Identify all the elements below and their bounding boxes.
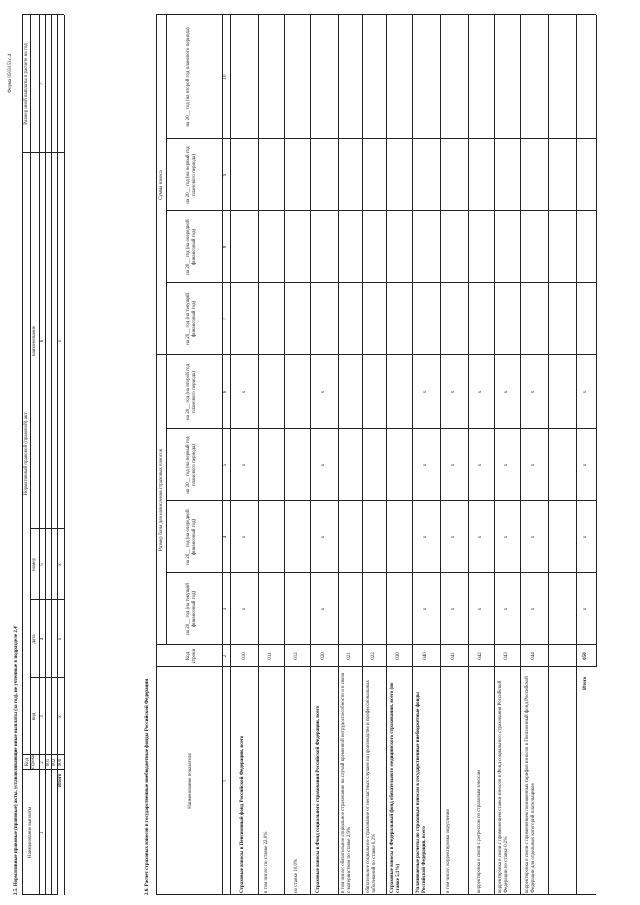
table-cell: х: [242, 535, 247, 539]
s26-header-name: Наименование показателя: [188, 753, 193, 809]
s26-colnum: 7: [223, 317, 228, 321]
table-cell: х: [451, 607, 456, 611]
table-cell: х: [321, 463, 326, 467]
table-cell: х: [531, 463, 536, 467]
table-row-code: 040: [423, 652, 428, 660]
s26-header-p4: на 20__ год (на второй год планового периода): [186, 27, 191, 127]
s26-total-code: 050: [583, 652, 588, 660]
table-row-code: 001: [46, 758, 51, 767]
table-row-name: в том числе: корректировка округления: [446, 809, 451, 893]
s26-total-label: Итого: [583, 676, 588, 690]
table-row-name: в том числе: по ставке 22,0%: [264, 831, 269, 893]
table-cell: х: [478, 607, 483, 611]
table-row-code: 011: [268, 652, 273, 660]
table-row-name: обязательное социальное страхование от несчастных случаев на производстве и профессиональных заболеваний по ставке 0,2%: [366, 680, 377, 893]
table-row-name: по ставке 10,0%: [294, 858, 299, 893]
table-cell: х: [242, 607, 247, 611]
table-row-name: Страховые взносы в Федеральный фонд обязательного медицинского страхования, всего (по ставке 5,1%): [390, 682, 401, 893]
s25-colnum: 1: [40, 831, 45, 834]
table-cell: х: [531, 390, 536, 394]
s25-total-cell: х: [58, 563, 63, 566]
s25-colnum: 2: [40, 761, 45, 764]
s25-header-name: Наименование выплаты: [28, 807, 33, 858]
s26-colnum: 1: [223, 779, 228, 783]
s25-total-cell: х: [58, 715, 63, 718]
s26-colnum: 2: [223, 654, 228, 658]
table-cell: х: [321, 607, 326, 611]
s26-header-base: Размер базы для начисления страховых взносов: [159, 449, 164, 551]
table-cell: х: [478, 463, 483, 467]
table-row-name: корректировка в связи с применением пониженных тарифов взносов в Пенсионный фонд Российской Федерации для отдельных категорий плательщиков: [525, 676, 536, 893]
s25-header-code: Код строки: [25, 754, 36, 769]
s25-colnum: 3: [40, 715, 45, 718]
s25-total-code: 900: [58, 758, 63, 767]
s26-total-cell: х: [583, 535, 588, 539]
s26-colnum: 4: [223, 535, 228, 539]
table-row-code: 044: [531, 652, 536, 660]
s26-total-cell: х: [583, 463, 588, 467]
table-row-code: 010: [242, 652, 247, 660]
s25-header-data: дата: [32, 634, 37, 644]
s25-colnum: 6: [40, 339, 45, 343]
s26-header-sum: Сумма взноса: [159, 170, 164, 200]
table-cell: х: [423, 535, 428, 539]
s26-header-p4: на 20__ год (на второй год планового периода): [186, 364, 197, 420]
s26-total-cell: х: [583, 390, 588, 394]
table-cell: х: [478, 390, 483, 394]
table-cell: х: [504, 607, 509, 611]
section26-title: 2.6. Расчет страховых взносов в государственные внебюджетные фонды Российской Федерации: [145, 678, 150, 895]
table-cell: х: [423, 607, 428, 611]
s26-header-code: Код строки: [186, 648, 197, 664]
table-row-code: 042: [478, 652, 483, 660]
s26-colnum: 3: [223, 607, 228, 611]
s26-colnum: 10: [223, 74, 228, 80]
table-cell: х: [504, 390, 509, 394]
s25-colnum: 7: [40, 82, 45, 86]
s25-header-vid: вид: [32, 712, 37, 721]
table-row-name: в том числе: обязательное социальное страхование на случай временной нетрудоспособности и в связи с материнством по ставке 2,9%: [341, 672, 352, 893]
table-cell: х: [321, 535, 326, 539]
s25-total-label: Итого: [58, 773, 63, 787]
table-cell: х: [451, 535, 456, 539]
table-row-name: корректировка в связи с применением ставки взносов в Фонд социального страхования Российской Федерации по ставке 0,2%: [498, 680, 509, 893]
table-row-name: корректировка в связи с регрессом по страховым взносам: [477, 770, 482, 893]
form-code: Форма 0503151с.4: [8, 54, 13, 93]
s25-total-cell: х: [58, 339, 63, 343]
table-row-code: 043: [504, 652, 509, 660]
table-cell: х: [531, 535, 536, 539]
s25-header-naimenovanie: наименование: [32, 325, 37, 357]
s25-header-npa: Нормативный правовой (правовой) акт: [24, 412, 29, 496]
table-row-code: 020: [321, 652, 326, 660]
s26-header-p3: на 20__ год (на первый год планового периода): [186, 436, 197, 494]
table-cell: х: [451, 390, 456, 394]
table-cell: х: [242, 463, 247, 467]
table-cell: х: [504, 535, 509, 539]
table-cell: х: [478, 535, 483, 539]
s26-colnum: 8: [223, 245, 228, 249]
table-row-code: 030: [396, 652, 401, 660]
table-cell: х: [531, 607, 536, 611]
table-row-code: 012: [294, 652, 299, 660]
s26-colnum: 5: [223, 463, 228, 467]
table-row-name: Страховые взносы в Фонд социального страхования Российской Федерации, всего: [316, 705, 321, 893]
s26-header-p1: на 20__ год (на текущий финансовый год): [186, 293, 197, 345]
table-row-code: 002: [52, 758, 57, 767]
table-cell: х: [423, 390, 428, 394]
s26-header-p3: на 20__ год (на первый год планового периода): [186, 146, 197, 204]
s26-header-p2: на 20__ год (на очередной финансовый год): [186, 219, 197, 275]
section25-title: 2.5. Нормативные правовые (правовые) акты, устанавливающие иные выплаты (за год), не учтенные в подразделе 2.4: [14, 626, 19, 895]
s25-total-cell: х: [58, 637, 63, 641]
s26-header-p2: на 20__ год (на очередной финансовый год): [186, 509, 197, 565]
table-row-name: Уплачиваемые расчеты по страховым взносам в государственные внебюджетные фонды Российской Федерации, всего: [416, 692, 427, 893]
table-row-code: 021: [347, 652, 352, 660]
table-row-name: Страховые взносы в Пенсионный фонд Российской Федерации, всего: [240, 735, 245, 893]
s25-colnum: 5: [40, 563, 45, 566]
s26-colnum: 9: [223, 173, 228, 177]
table-cell: х: [423, 463, 428, 467]
table-cell: х: [242, 390, 247, 394]
table-row-code: 041: [451, 652, 456, 660]
s25-header-size: Размер иной выплаты в расчете на год: [24, 43, 29, 125]
table-cell: х: [321, 390, 326, 394]
s26-header-p1: на 20__ год (на текущий финансовый год): [186, 583, 197, 635]
s26-colnum: 6: [223, 390, 228, 394]
s26-total-cell: х: [583, 607, 588, 611]
s25-colnum: 4: [40, 637, 45, 641]
table-cell: х: [504, 463, 509, 467]
table-row-code: 022: [371, 652, 376, 660]
s25-header-nomer: номер: [32, 558, 37, 571]
table-cell: х: [451, 463, 456, 467]
